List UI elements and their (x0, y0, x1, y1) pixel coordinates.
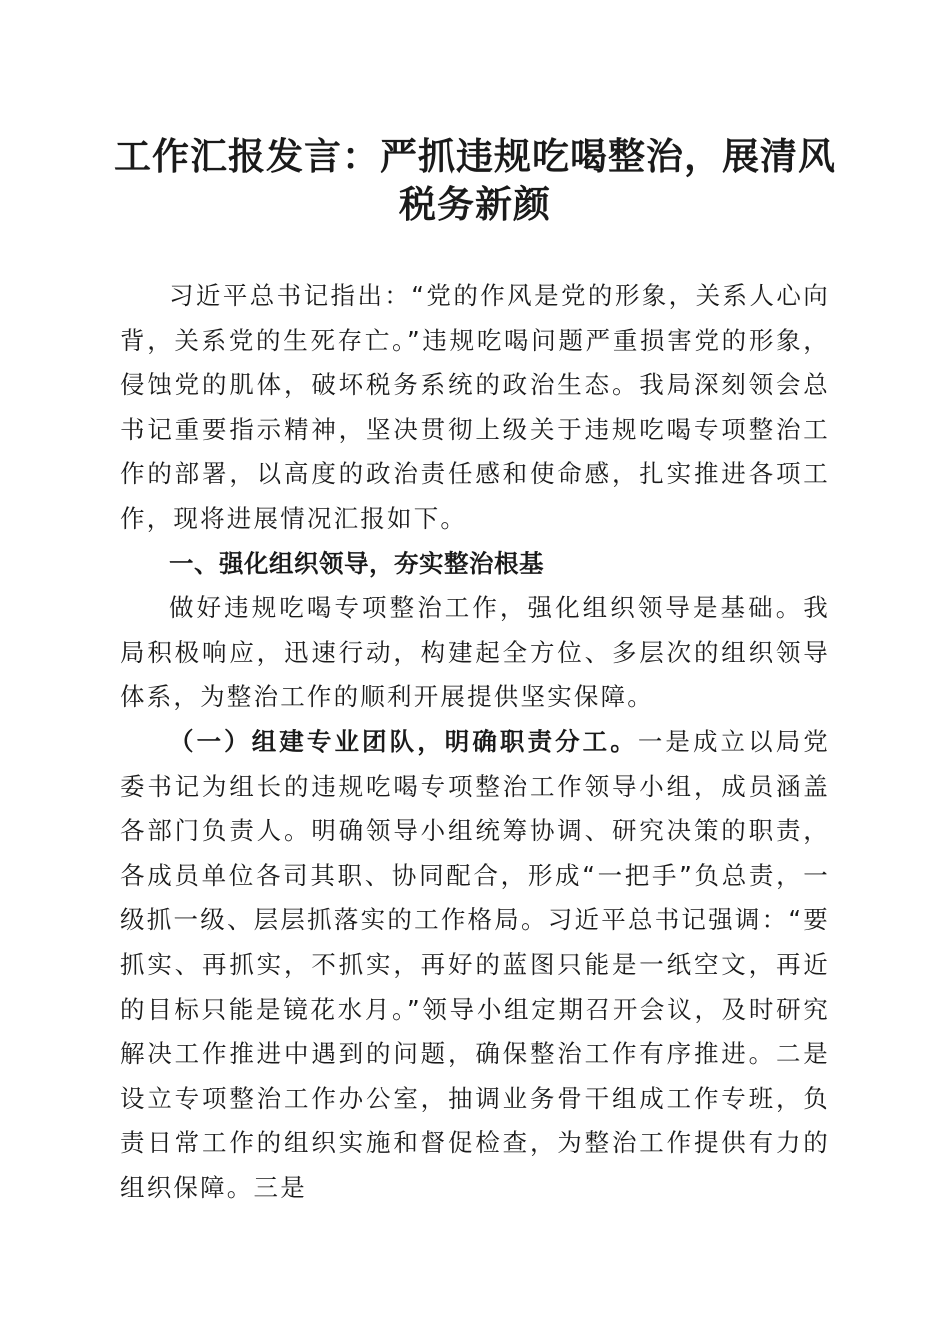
document-title: 工作汇报发言：严抓违规吃喝整治，展清风税务新颜 (114, 134, 836, 226)
intro-paragraph: 习近平总书记指出：“党的作风是党的形象，关系人心向背，关系党的生死存亡。”违规吃喝问题严重损害党的形象，侵蚀党的肌体，破坏税务系统的政治生态。我局深刻领会总书记重要指示精神，坚决贯彻上级关于违规吃喝专项整治工作的部署，以高度的政治责任感和使命感，扎实推进各项工作，现将进展情况汇报如下。 (120, 281, 830, 533)
section-heading: 一、强化组织领导，夯实整治根基 (169, 548, 544, 578)
subsection-text: 一是成立以局党委书记为组长的违规吃喝专项整治工作领导小组，成员涵盖各部门负责人。明确领导小组统筹协调、研究决策的职责，各成员单位各司其职、协同配合，形成“一把手”负总责，一级抓一级、层层抓落实的工作格局。习近平总书记强调：“要抓实、再抓实，不抓实，再好的蓝图只能是一纸空文，再近的目标只能是镜花水月。”领导小组定期召开会议，及时研究解决工作推进中遇到的问题，确保整治工作有序推进。二是设立专项整治工作办公室，抽调业务骨干组成工作专班，负责日常工作的组织实施和督促检查，为整治工作提供有力的组织保障。三是 (120, 726, 830, 1202)
subsection-paragraph (120, 720, 830, 1211)
document-body (120, 274, 830, 1210)
section-paragraph: 做好违规吃喝专项整治工作，强化组织领导是基础。我局积极响应，迅速行动，构建起全方位、多层次的组织领导体系，为整治工作的顺利开展提供坚实保障。 (120, 593, 830, 712)
subsection-lead: （一）组建专业团队，明确职责分工。 (169, 726, 638, 756)
